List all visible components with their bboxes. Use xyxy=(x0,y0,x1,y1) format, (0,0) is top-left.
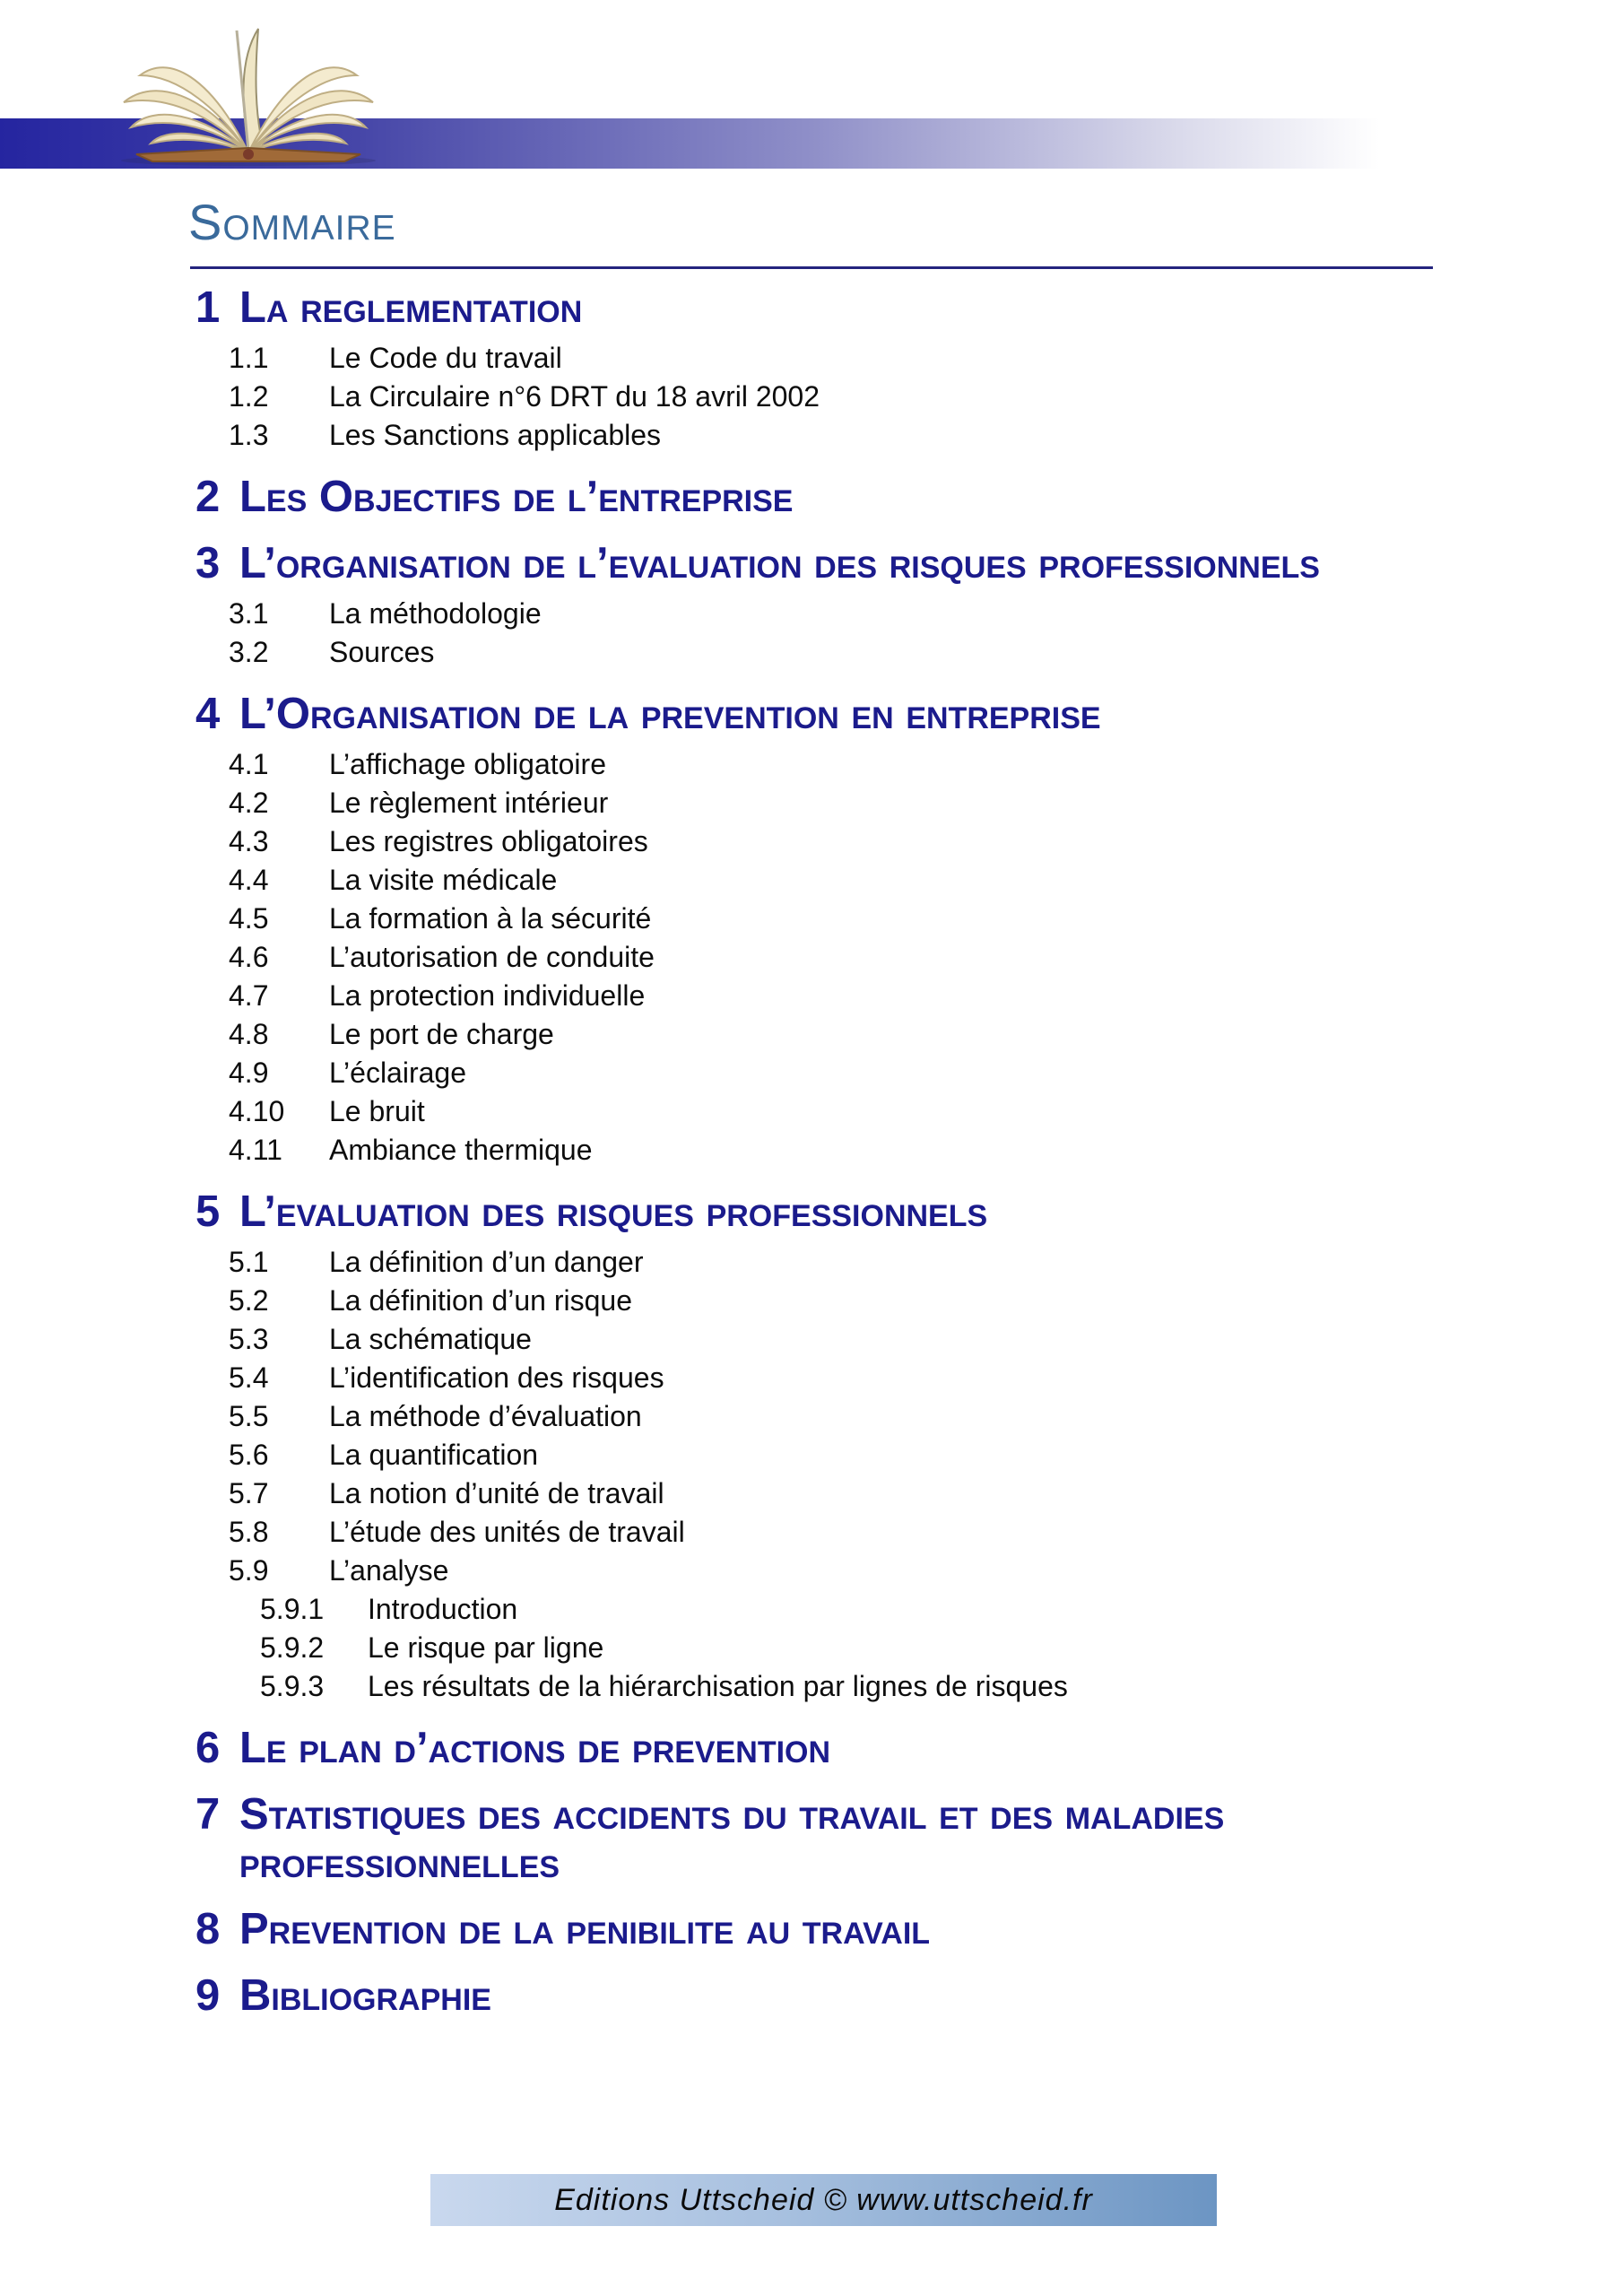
title-rule xyxy=(190,266,1433,269)
toc-item xyxy=(0,1513,1471,1552)
toc-item-label: La définition d’un danger xyxy=(329,1246,644,1278)
toc-section-label xyxy=(239,283,582,332)
toc-item-label: Les Sanctions applicables xyxy=(329,419,662,451)
toc-section-heading xyxy=(0,1724,1471,1772)
toc-item-number: 5.3 xyxy=(229,1323,269,1355)
page-title: Sommaire xyxy=(188,194,396,250)
toc-item-label: L’identification des risques xyxy=(329,1361,664,1394)
toc-item xyxy=(0,1282,1471,1320)
toc-section-label xyxy=(239,539,1320,587)
toc-item xyxy=(0,822,1471,861)
toc-section-number: 8 xyxy=(195,1905,221,1953)
toc-section-number: 3 xyxy=(195,539,221,587)
toc-item-label: Le Code du travail xyxy=(329,342,562,374)
toc-section-number: 5 xyxy=(195,1187,221,1236)
toc-section-heading xyxy=(0,283,1471,332)
toc-item-number: 4.1 xyxy=(229,748,269,780)
toc-section-label xyxy=(239,1724,830,1772)
toc-item xyxy=(0,633,1471,672)
toc-section-heading xyxy=(0,1905,1471,1953)
toc-section-label xyxy=(239,1187,987,1236)
toc-item-number: 4.10 xyxy=(229,1095,285,1127)
toc-section-heading xyxy=(0,1790,1471,1887)
footer-text: Editions Uttscheid © www.uttscheid.fr xyxy=(554,2182,1093,2217)
toc-section-label-line: L’Organisation de la prevention en entreprise xyxy=(239,690,1101,738)
toc-item xyxy=(0,977,1471,1015)
toc-section-label-line: Les Objectifs de l’entreprise xyxy=(239,473,794,521)
toc-section-label-line: professionnelles xyxy=(239,1839,560,1887)
toc-section-label-line: L’evaluation des risques professionnels xyxy=(239,1187,988,1236)
toc-item xyxy=(0,1320,1471,1359)
toc-item-label: La méthodologie xyxy=(329,597,542,630)
toc-item-label: Le risque par ligne xyxy=(368,1631,604,1664)
toc-section-label-line: Prevention de la penibilite au travail xyxy=(239,1905,931,1953)
toc-item-number: 5.4 xyxy=(229,1361,269,1394)
toc-section-number: 9 xyxy=(195,1971,221,2020)
toc-item-label: La notion d’unité de travail xyxy=(329,1477,664,1509)
toc-item-number: 5.9.2 xyxy=(260,1631,325,1664)
toc-item xyxy=(0,861,1471,900)
toc-item-number: 5.8 xyxy=(229,1516,269,1548)
toc-section-label xyxy=(239,1790,1224,1887)
toc-item-number: 5.1 xyxy=(229,1246,269,1278)
toc-section-heading xyxy=(0,690,1471,738)
toc-subsection-group xyxy=(0,595,1471,672)
toc-item xyxy=(0,378,1471,416)
toc-item xyxy=(0,745,1471,784)
footer-bar xyxy=(430,2174,1217,2226)
toc-item-label: La définition d’un risque xyxy=(329,1284,633,1317)
toc-section-label-line: La reglementation xyxy=(239,283,583,332)
toc-item xyxy=(0,1552,1471,1590)
toc-item-label: Le bruit xyxy=(329,1095,425,1127)
toc-item-label: Les résultats de la hiérarchisation par lignes de risques xyxy=(368,1670,1068,1702)
toc-item-number: 1.2 xyxy=(229,380,269,413)
toc-section-label-line: Le plan d’actions de prevention xyxy=(239,1724,831,1772)
toc-item-label: La schématique xyxy=(329,1323,532,1355)
toc-item-label: Le port de charge xyxy=(329,1018,554,1050)
toc-section-label xyxy=(239,690,1101,738)
toc-item-label: La méthode d’évaluation xyxy=(329,1400,642,1432)
toc-section-number: 4 xyxy=(195,690,221,738)
toc-item-label: La quantification xyxy=(329,1439,539,1471)
toc-item xyxy=(0,1054,1471,1092)
toc-section-label xyxy=(239,1971,491,2020)
toc-section-label-line: Statistiques des accidents du travail et des maladies xyxy=(239,1790,1225,1839)
toc-section-label-line: Bibliographie xyxy=(239,1971,491,2020)
toc-item-number: 4.9 xyxy=(229,1057,269,1089)
toc-item xyxy=(0,784,1471,822)
toc-item-number: 4.3 xyxy=(229,825,269,857)
toc-section-label xyxy=(239,473,793,521)
toc-item-label: Les registres obligatoires xyxy=(329,825,648,857)
toc-item-number: 4.11 xyxy=(229,1134,282,1166)
toc-item-number: 3.1 xyxy=(229,597,269,630)
toc-item-number: 4.5 xyxy=(229,902,269,935)
toc-item-label: L’éclairage xyxy=(329,1057,466,1089)
toc-item-number: 5.9.3 xyxy=(260,1670,325,1702)
toc-item-number: 5.6 xyxy=(229,1439,269,1471)
toc-section-number: 6 xyxy=(195,1724,221,1772)
toc-item xyxy=(0,1131,1471,1170)
toc xyxy=(0,283,1471,2027)
open-book-illustration xyxy=(100,20,396,169)
toc-item-label: La formation à la sécurité xyxy=(329,902,652,935)
toc-item-label: L’analyse xyxy=(329,1554,449,1587)
toc-item-number: 5.9 xyxy=(229,1554,269,1587)
toc-item-number: 4.7 xyxy=(229,979,269,1012)
toc-item-label: Introduction xyxy=(368,1593,518,1625)
toc-section-label-line: L’organisation de l’evaluation des risques professionnels xyxy=(239,539,1320,587)
toc-section-number: 7 xyxy=(195,1790,221,1839)
toc-item xyxy=(0,416,1471,455)
toc-section-number: 1 xyxy=(195,283,221,332)
toc-item-number: 5.2 xyxy=(229,1284,269,1317)
toc-section-heading xyxy=(0,1187,1471,1236)
toc-item-number: 5.5 xyxy=(229,1400,269,1432)
toc-item xyxy=(0,339,1471,378)
toc-item xyxy=(0,1590,1471,1629)
toc-section-label xyxy=(239,1905,930,1953)
toc-section-heading xyxy=(0,539,1471,587)
toc-item-label: Le règlement intérieur xyxy=(329,787,609,819)
toc-subsection-group xyxy=(0,745,1471,1170)
toc-item xyxy=(0,1092,1471,1131)
toc-item-number: 4.2 xyxy=(229,787,269,819)
toc-item-number: 5.7 xyxy=(229,1477,269,1509)
toc-subsection-group xyxy=(0,339,1471,455)
toc-item-number: 1.1 xyxy=(229,342,269,374)
toc-item xyxy=(0,1474,1471,1513)
toc-item xyxy=(0,900,1471,938)
toc-item-label: L’affichage obligatoire xyxy=(329,748,606,780)
toc-item xyxy=(0,1243,1471,1282)
toc-subsection-group xyxy=(0,1243,1471,1706)
toc-item-label: Sources xyxy=(329,636,435,668)
toc-item xyxy=(0,938,1471,977)
toc-item-label: La protection individuelle xyxy=(329,979,646,1012)
toc-section-heading xyxy=(0,473,1471,521)
toc-section-number: 2 xyxy=(195,473,221,521)
toc-item-number: 3.2 xyxy=(229,636,269,668)
toc-item xyxy=(0,1436,1471,1474)
toc-item xyxy=(0,1667,1471,1706)
toc-item-number: 1.3 xyxy=(229,419,269,451)
toc-item xyxy=(0,1397,1471,1436)
toc-item-number: 4.4 xyxy=(229,864,269,896)
toc-item-number: 5.9.1 xyxy=(260,1593,325,1625)
toc-item-label: Ambiance thermique xyxy=(329,1134,593,1166)
toc-item xyxy=(0,1015,1471,1054)
toc-item-label: La Circulaire n°6 DRT du 18 avril 2002 xyxy=(329,380,820,413)
toc-section-heading xyxy=(0,1971,1471,2020)
toc-item-label: La visite médicale xyxy=(329,864,558,896)
toc-item-label: L’autorisation de conduite xyxy=(329,941,655,973)
toc-item-number: 4.8 xyxy=(229,1018,269,1050)
toc-item-label: L’étude des unités de travail xyxy=(329,1516,685,1548)
toc-item xyxy=(0,1359,1471,1397)
toc-item xyxy=(0,1629,1471,1667)
toc-item xyxy=(0,595,1471,633)
toc-item-number: 4.6 xyxy=(229,941,269,973)
